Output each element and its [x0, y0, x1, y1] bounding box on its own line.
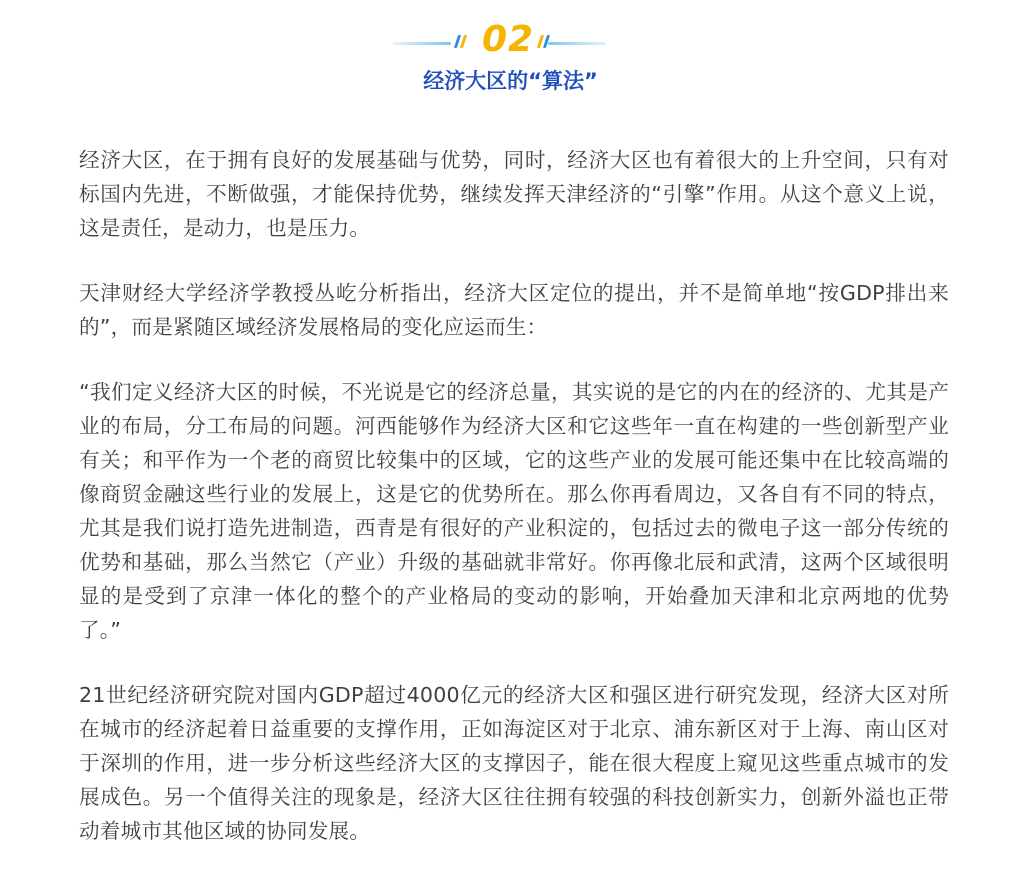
article-body [79, 143, 949, 879]
section-header [0, 18, 1021, 98]
paragraph: 经济大区，在于拥有良好的发展基础与优势，同时，经济大区也有着很大的上升空间，只有对标国内先进，不断做强，才能保持优势，继续发挥天津经济的“引擎”作用。从这个意义上说，这是责任，是动力，也是压力。 [79, 148, 949, 240]
left-decorative-line [393, 42, 451, 45]
paragraph: 天津财经大学经济学教授丛屹分析指出，经济大区定位的提出，并不是简单地“按GDP排出来的”，而是紧随区域经济发展格局的变化应运而生： [79, 281, 949, 339]
paragraph: 21世纪经济研究院对国内GDP超过4000亿元的经济大区和强区进行研究发现，经济大区对所在城市的经济起着日益重要的支撑作用，正如海淀区对于北京、浦东新区对于上海、南山区对于深圳的作用，进一步分析这些经济大区的支撑因子，能在很大程度上窥见这些重点城市的发展成色。另一个值得关注的现象是，经济大区往往拥有较强的科技创新实力，创新外溢也正带动着城市其他区域的协同发展。 [79, 683, 949, 843]
right-decorative-line [548, 42, 606, 45]
yellow-slash-mark [460, 35, 467, 48]
section-number: 02 [481, 19, 535, 60]
quote-paragraph: “我们定义经济大区的时候，不光说是它的经济总量，其实说的是它的内在的经济的、尤其是产业的布局，分工布局的问题。河西能够作为经济大区和它这些年一直在构建的一些创新型产业有关；和平作为一个老的商贸比较集中的区域，它的这些产业的发展可能还集中在比较高端的像商贸金融这些行业的发展上，这是它的优势所在。那么你再看周边，又各自有不同的特点，尤其是我们说打造先进制造，西青是有很好的产业积淀的，包括过去的微电子这一部分传统的优势和基础，那么当然它（产业）升级的基础就非常好。你再像北辰和武清，这两个区域很明显的是受到了京津一体化的整个的产业格局的变动的影响，开始叠加天津和北京两地的优势了。” [79, 380, 949, 642]
section-title: 经济大区的“算法” [423, 69, 598, 93]
